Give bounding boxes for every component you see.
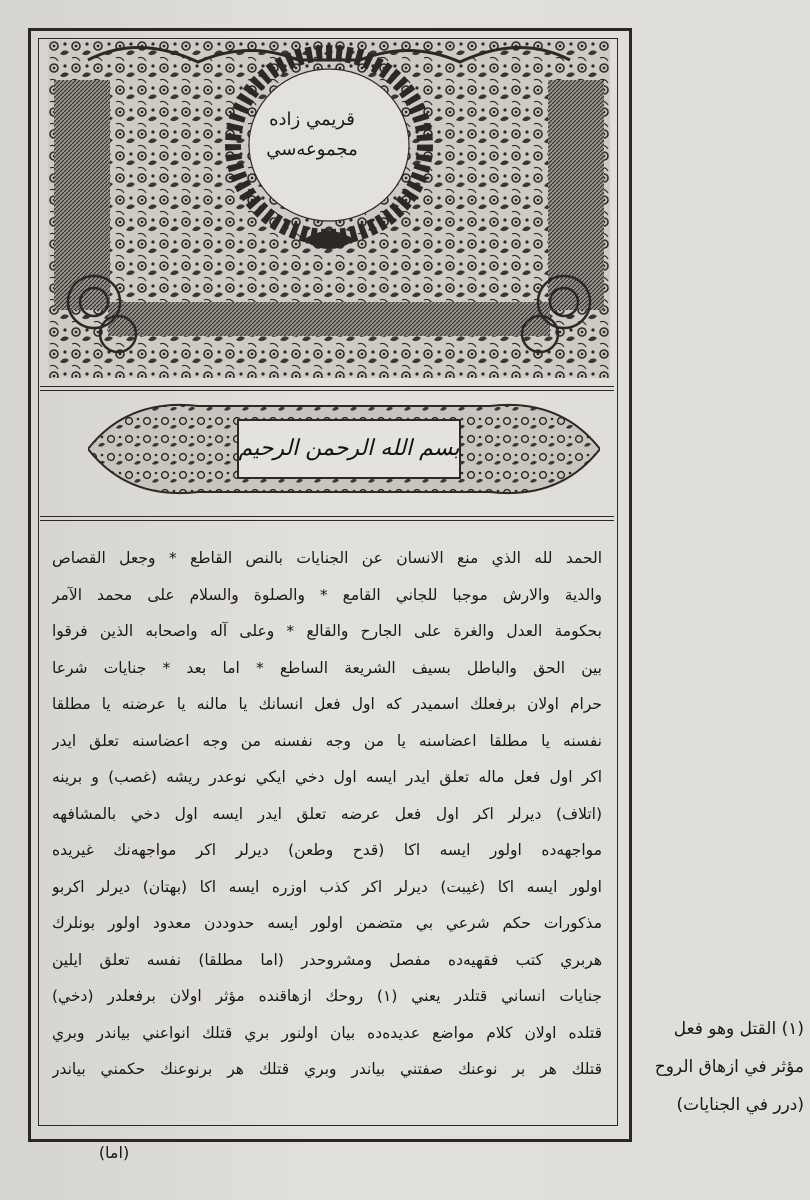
marginal-note-line: (درر في الجنايات) <box>676 1095 804 1115</box>
body-text <box>52 540 602 1088</box>
catchword: (اما) <box>98 1143 130 1162</box>
text-line: جنايات انساني قتلدر يعني (١) روحك ازهاقنده مؤثر اولان برفعلدر (دخي) <box>52 987 602 1005</box>
text-line: قتلده اولان كلام مواضع عديده‌ده بيان اولنور بري قتلك انواعني بياندر وبري <box>52 1023 602 1042</box>
divider-bottom <box>40 516 614 517</box>
text-line: هربري كتب فقهيه‌ده مفصل ومشروحدر (اما مطلقا) نفسه تعلق ايلين <box>52 950 602 969</box>
divider-top-double <box>40 390 614 391</box>
divider-top <box>40 386 614 387</box>
text-line: اكر اول فعل ماله تعلق ايدر ايسه اول دخي ايكي نوعدر ريشه (غصب) و برينه <box>52 768 602 786</box>
collection-author: قريمي زاده <box>269 109 355 130</box>
marginal-note <box>634 1010 804 1124</box>
text-line: (اتلاف) ديرلر اكر اول فعل عرضه تعلق ايدر ايسه اول دخي بالمشافهه <box>52 804 602 823</box>
marginal-note-line: (١) القتل وهو فعل <box>673 1019 804 1039</box>
marginal-note-line: مؤثر في ازهاق الروح <box>654 1057 804 1077</box>
collection-title: مجموعه‌سي <box>266 139 358 160</box>
text-line: قتلك هر بر نوعنك صفتني بياندر وبري قتلك هر برنوعنك حكمني بياندر <box>52 1060 602 1078</box>
divider-bottom-double <box>40 520 614 521</box>
text-line: نفسنه يا مطلقا اعضاسنه يا من وجه نفسنه من وجه اعضاسنه تعلق ايدر <box>52 731 602 750</box>
text-line: اولور ايسه اكا (غيبت) ديرلر اكر كذب اوزره ايسه اكا (بهتان) ديرلر اكربو <box>52 877 602 896</box>
text-line: مذكورات حكم شرعي بي متضمن اولور ايسه حدوددن معدود اولور بونلرك <box>52 914 602 932</box>
text-line: والدية والارش موجبا للجاني القامع * والصلوة والسلام على محمد الآمر <box>52 585 602 604</box>
text-line: بين الحق والباطل بسيف الشريعة الساطع * اما بعد * جنايات شرعا <box>52 658 602 677</box>
text-line: حرام اولان برفعلك اسميدر كه اول فعل انسانك يا مالنه يا عرضنه يا مطلقا <box>52 695 602 713</box>
basmala: بسم الله الرحمن الرحيم <box>238 435 460 461</box>
text-line: بحكومة العدل والغرة على الجارح والقالع * وعلى آله واصحابه الذين فرقوا <box>52 622 602 640</box>
text-line: الحمد لله الذي منع الانسان عن الجنايات بالنص القاطع * وجعل القصاص <box>52 549 602 567</box>
title-medallion <box>232 60 392 210</box>
text-line: مواجهه‌ده اولور ايسه اكا (قدح وطعن) ديرلر اكر مواجهه‌نك غيريده <box>52 841 602 859</box>
